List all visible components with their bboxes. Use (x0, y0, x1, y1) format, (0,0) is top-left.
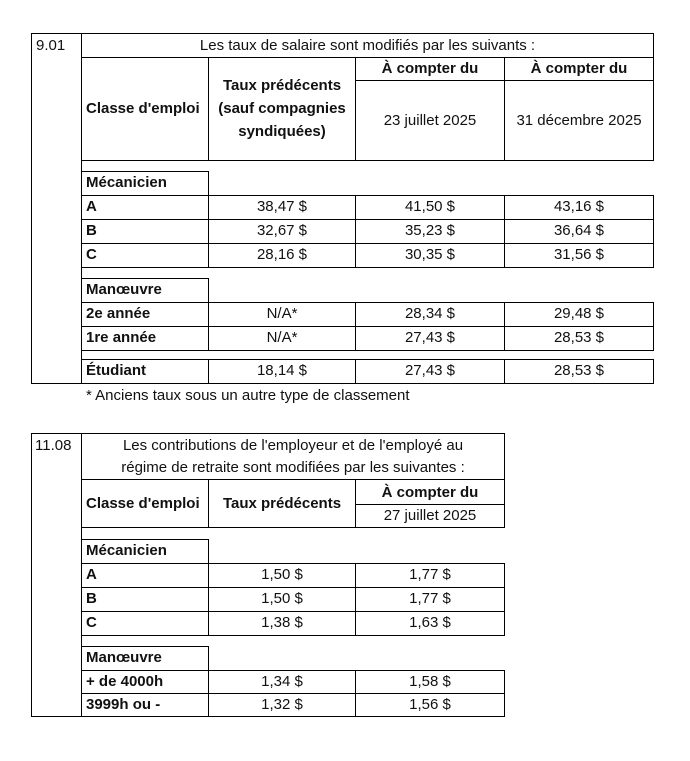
group-label-mecanicien: Mécanicien (86, 174, 167, 191)
row-label: C (86, 246, 97, 263)
table-border (81, 57, 654, 58)
table-border (81, 635, 505, 636)
header-date-b: 31 décembre 2025 (516, 112, 642, 129)
table-border (81, 160, 654, 161)
table-border (31, 383, 654, 384)
cell-prev-rate: 1,38 $ (261, 614, 303, 631)
section-title-line1: Les contributions de l'employeur et de l'employé au (122, 437, 464, 454)
table-border (81, 693, 505, 694)
table-border (81, 350, 654, 351)
header-date-a: 23 juillet 2025 (383, 112, 477, 129)
table-border (81, 171, 209, 172)
table-border (208, 646, 209, 670)
header-job-class: Classe d'emploi (86, 495, 200, 512)
table-border (81, 527, 505, 528)
header-from-b: À compter du (530, 60, 628, 77)
cell-rate-date-a: 41,50 $ (404, 198, 456, 215)
row-label: C (86, 614, 97, 631)
group-label-manoeuvre: Manœuvre (86, 649, 162, 666)
header-job-class: Classe d'emploi (86, 100, 200, 117)
table-border (81, 670, 505, 671)
cell-prev-rate: 1,34 $ (261, 673, 303, 690)
section-title: Les taux de salaire sont modifiés par les suivants : (199, 37, 536, 54)
cell-rate-date-b: 36,64 $ (553, 222, 605, 239)
cell-prev-rate: 1,32 $ (261, 696, 303, 713)
table-border (208, 278, 209, 302)
row-label: B (86, 590, 97, 607)
table-border (81, 267, 654, 268)
table-border (81, 479, 505, 480)
table-border (81, 563, 505, 564)
cell-rate-date-a: 27,43 $ (404, 329, 456, 346)
table-border (653, 195, 654, 267)
cell-rate-date-a: 30,35 $ (404, 246, 456, 263)
table-border (208, 171, 209, 195)
header-from-a: À compter du (381, 60, 479, 77)
cell-rate-date-a: 1,77 $ (409, 566, 451, 583)
table-border (31, 433, 32, 717)
cell-prev-rate: 18,14 $ (256, 362, 308, 379)
table-border (31, 33, 32, 384)
table-border (653, 302, 654, 350)
table-border (81, 243, 654, 244)
cell-prev-rate: 32,67 $ (256, 222, 308, 239)
cell-rate-date-a: 27,43 $ (404, 362, 456, 379)
table-border (81, 278, 209, 279)
table-border (81, 195, 654, 196)
header-prev-rates-line2: (sauf compagnies (218, 100, 346, 117)
cell-rate-date-b: 28,53 $ (553, 362, 605, 379)
table-border (31, 433, 505, 434)
table-border (81, 646, 209, 647)
row-label: + de 4000h (86, 673, 164, 690)
header-prev-rates-line1: Taux prédécents (222, 77, 342, 94)
table-border (81, 326, 654, 327)
header-prev-rates-line3: syndiquées) (238, 123, 326, 140)
group-label-mecanicien: Mécanicien (86, 542, 167, 559)
table-border (81, 219, 654, 220)
table-border (31, 33, 654, 34)
cell-rate-date-a: 1,56 $ (409, 696, 451, 713)
cell-prev-rate: N/A* (266, 329, 298, 346)
cell-rate-date-b: 31,56 $ (553, 246, 605, 263)
row-label: Étudiant (86, 362, 146, 379)
cell-rate-date-a: 35,23 $ (404, 222, 456, 239)
section-number: 9.01 (36, 37, 66, 54)
table-border (355, 504, 505, 505)
cell-prev-rate: 1,50 $ (261, 566, 303, 583)
cell-prev-rate: 28,16 $ (256, 246, 308, 263)
cell-rate-date-a: 1,63 $ (409, 614, 451, 631)
row-label: B (86, 222, 97, 239)
header-prev-rates: Taux prédécents (222, 495, 342, 512)
group-label-manoeuvre: Manœuvre (86, 281, 162, 298)
cell-rate-date-b: 29,48 $ (553, 305, 605, 322)
header-date-a: 27 juillet 2025 (383, 507, 477, 524)
cell-rate-date-a: 28,34 $ (404, 305, 456, 322)
table-border (81, 359, 654, 360)
row-label: 1re année (86, 329, 157, 346)
row-label: 2e année (86, 305, 151, 322)
row-label: 3999h ou - (86, 696, 161, 713)
cell-rate-date-b: 43,16 $ (553, 198, 605, 215)
section-number: 11.08 (35, 437, 72, 454)
table-border (208, 539, 209, 563)
table-border (81, 539, 209, 540)
table-border (81, 587, 505, 588)
footnote: * Anciens taux sous un autre type de classement (86, 387, 410, 404)
row-label: A (86, 198, 97, 215)
cell-prev-rate: 38,47 $ (256, 198, 308, 215)
cell-rate-date-b: 28,53 $ (553, 329, 605, 346)
cell-prev-rate: 1,50 $ (261, 590, 303, 607)
table-border (81, 33, 82, 384)
header-from-a: À compter du (381, 484, 479, 501)
cell-prev-rate: N/A* (266, 305, 298, 322)
cell-rate-date-a: 1,58 $ (409, 673, 451, 690)
table-border (653, 359, 654, 383)
table-border (504, 670, 505, 716)
section-title-line2: régime de retraite sont modifiées par les suivantes : (121, 459, 465, 476)
table-border (31, 716, 505, 717)
row-label: A (86, 566, 97, 583)
table-border (81, 611, 505, 612)
table-border (504, 563, 505, 635)
cell-rate-date-a: 1,77 $ (409, 590, 451, 607)
table-border (81, 302, 654, 303)
